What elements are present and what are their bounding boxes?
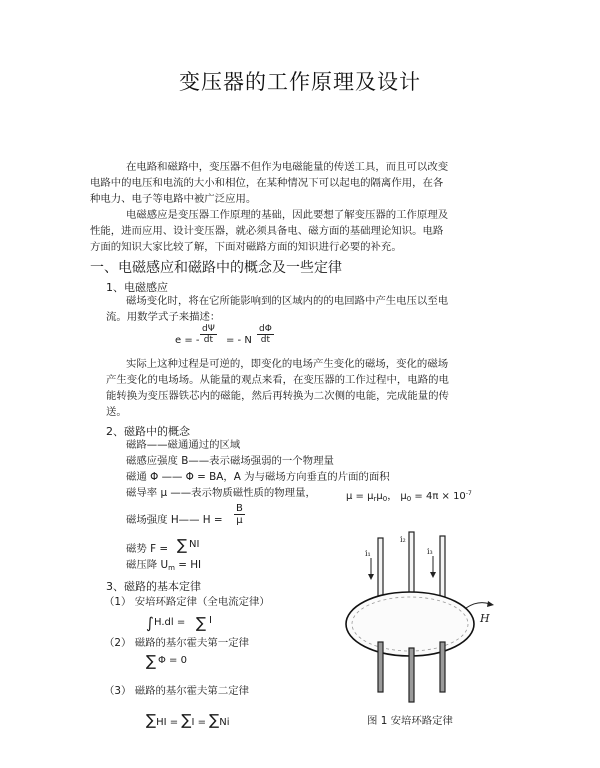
mu-0-sub-2: 0: [406, 495, 412, 503]
page-title: 变压器的工作原理及设计: [179, 70, 421, 94]
s1-after-line1: 实际上这种过程是可逆的，即变化的电场产生变化的磁场，变化的磁场: [126, 358, 449, 370]
h-fraction: [234, 503, 245, 526]
law3-sigma-3: ∑: [209, 711, 220, 729]
mu-r-sub: r: [373, 495, 377, 503]
s2-line2: 磁感应强度 B——表示磁场强弱的一个物理量: [126, 455, 334, 467]
intro-p2-line3: 方面的知识大家比较了解，下面对磁路方面的知识进行必要的补充。: [90, 241, 402, 253]
mmf-sigma: ∑: [177, 536, 188, 554]
mag-drop-sub: m: [168, 564, 175, 572]
ampere-law-figure: [338, 530, 508, 705]
loop-surface: [346, 592, 474, 656]
s1-after-line2: 产生变化的电场场。从能量的观点来看，在变压器的工作过程中，电路的电: [106, 374, 449, 386]
h-field-arrowhead: [487, 601, 494, 607]
eq-lhs: e = -: [175, 335, 200, 346]
mu-0-sub: 0: [382, 495, 388, 503]
intro-p2-line2: 性能，进而应用、设计变压器，就必须具备电、磁方面的基础理论知识。电路: [90, 225, 444, 237]
law2-rhs: Φ = 0: [158, 655, 187, 666]
s2-line1: 磁路——磁通通过的区域: [126, 439, 241, 451]
law3-sigma-1: ∑: [146, 711, 157, 729]
mu-b: μ: [376, 491, 383, 502]
law2-title: （2） 磁路的基尔霍夫第一定律: [104, 637, 249, 649]
eq-fraction-1: [200, 324, 217, 345]
conductor-2-bottom: [409, 648, 414, 702]
intro-p1-line2: 电路中的电压和电流的大小和相位，在某种情况下可以起电的隔离作用，在各: [90, 177, 444, 189]
law1-integral: ∫: [146, 614, 154, 632]
intro-p1-line1: 在电路和磁路中，变压器不但作为电磁能量的传送工具，而且可以改变: [126, 161, 449, 173]
h-field-arrow: [466, 603, 490, 608]
mu-d: = 4π × 10: [411, 491, 466, 502]
label-i3: i₃: [427, 547, 433, 556]
s1-after-line4: 送。: [106, 406, 127, 418]
law2-sigma: ∑: [146, 652, 157, 670]
permeability-formula: [346, 487, 472, 503]
figure-caption: 图 1 安培环路定律: [367, 715, 453, 727]
mmf-rhs: NI: [189, 539, 200, 550]
label-H: H: [480, 612, 490, 625]
current-arrowhead-1: [368, 574, 374, 580]
law1-eq: H.dl =: [154, 617, 186, 628]
law3-term-1: HI =: [156, 717, 182, 728]
mu-exp: -7: [465, 490, 472, 497]
current-arrowhead-3: [430, 572, 436, 578]
mmf-label: 磁势 F =: [126, 543, 169, 555]
mag-drop-label: 磁压降 U: [126, 559, 169, 571]
subsection-2-heading: 2、磁路中的概念: [106, 425, 190, 438]
law1-rhs: I: [209, 615, 212, 626]
subsection-1-heading: 1、电磁感应: [106, 281, 168, 294]
s1-after-line3: 能转换为变压器铁芯内的磁能，然后再转换为二次侧的电能，完成能量的传: [106, 390, 449, 402]
label-i1: i₁: [365, 549, 371, 558]
conductor-3-bottom: [440, 642, 445, 692]
h-label: 磁场强度 H—— H =: [126, 514, 223, 526]
section-heading: 一、电磁感应和磁路中的概念及一些定律: [90, 260, 342, 276]
s1-line2: 流。用数学式子来描述：: [106, 311, 221, 323]
mu-a: μ = μ: [346, 491, 374, 502]
eq-mid: = - N: [226, 335, 252, 346]
law3-equation: [146, 710, 230, 729]
s1-line1: 磁场变化时，将在它所能影响到的区域内的的电回路中产生电压以至电: [126, 295, 449, 307]
s2-line3: 磁通 Φ —— Φ = BA，A 为与磁场方向垂直的片面的面积: [126, 471, 390, 483]
intro-p1-line3: 种电力、电子等电路中被广泛应用。: [90, 193, 257, 205]
intro-p2-line1: 电磁感应是变压器工作原理的基础，因此要想了解变压器的工作原理及: [126, 209, 449, 221]
eq-frac1-num: dΨ: [202, 324, 215, 334]
h-den: μ: [236, 515, 243, 526]
eq-frac2-den: dt: [260, 335, 271, 345]
eq-fraction-2: [257, 324, 274, 345]
s2-line4: 磁导率 μ ——表示物质磁性质的物理量，: [126, 487, 316, 499]
eq-frac2-num: dΦ: [259, 324, 272, 334]
eq-frac1-den: dt: [203, 335, 214, 345]
law3-sigma-2: ∑: [181, 711, 192, 729]
conductor-1-bottom: [378, 642, 383, 692]
h-num: B: [236, 503, 243, 514]
label-i2: i₂: [400, 535, 406, 544]
law3-term-3: Ni: [219, 717, 230, 728]
subsection-3-heading: 3、磁路的基本定律: [106, 580, 201, 593]
law3-term-2: I =: [191, 717, 210, 728]
mu-c: ， μ: [387, 491, 407, 502]
law1-sigma: ∑: [196, 614, 207, 632]
mag-drop-line: [126, 558, 201, 577]
law1-title: （1） 安培环路定律（全电流定律）: [104, 596, 270, 608]
mag-drop-rhs: = HI: [174, 559, 202, 571]
law3-title: （3） 磁路的基尔霍夫第二定律: [104, 685, 249, 697]
